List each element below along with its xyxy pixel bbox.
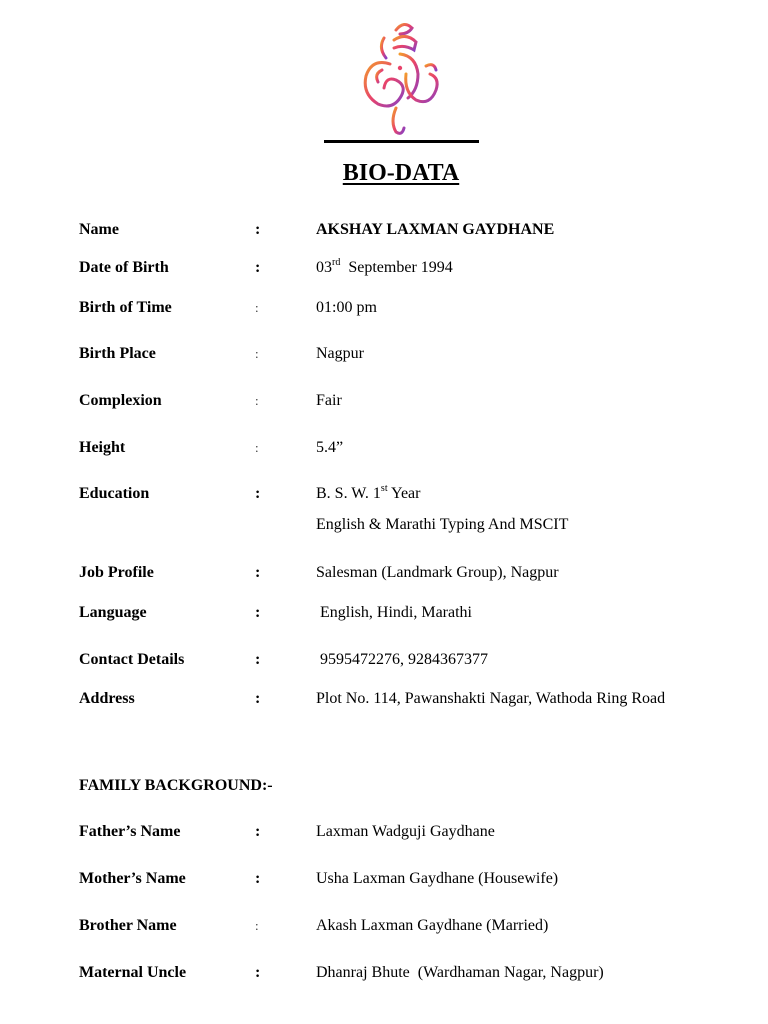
colon: : bbox=[255, 964, 261, 981]
colon: : bbox=[255, 604, 261, 621]
ganesha-logo-icon bbox=[356, 18, 446, 138]
value-birth-time: 01:00 pm bbox=[316, 299, 377, 316]
colon: : bbox=[255, 440, 259, 455]
row-father bbox=[0, 822, 768, 842]
value-language: English, Hindi, Marathi bbox=[320, 604, 472, 621]
colon: : bbox=[255, 690, 261, 707]
row-birth-place bbox=[0, 344, 768, 364]
dob-day-suffix: rd bbox=[332, 256, 341, 268]
label-address: Address bbox=[79, 690, 135, 707]
label-brother: Brother Name bbox=[79, 917, 177, 934]
colon: : bbox=[255, 651, 261, 668]
row-height bbox=[0, 438, 768, 458]
page-title: BIO-DATA bbox=[342, 160, 460, 186]
value-brother: Akash Laxman Gaydhane (Married) bbox=[316, 917, 549, 934]
dob-month-year: September 1994 bbox=[348, 259, 453, 276]
label-birth-place: Birth Place bbox=[79, 345, 156, 362]
colon: : bbox=[255, 485, 261, 502]
value-uncle: Dhanraj Bhute (Wardhaman Nagar, Nagpur) bbox=[316, 964, 604, 981]
label-dob: Date of Birth bbox=[79, 259, 169, 276]
colon: : bbox=[255, 259, 261, 276]
row-address bbox=[0, 689, 768, 709]
colon: : bbox=[255, 300, 259, 315]
value-height: 5.4” bbox=[316, 439, 344, 456]
label-education: Education bbox=[79, 485, 150, 502]
value-father: Laxman Wadguji Gaydhane bbox=[316, 823, 495, 840]
education-degree: B. S. W. 1 bbox=[316, 485, 381, 502]
value-birth-place: Nagpur bbox=[316, 345, 364, 362]
value-education-line1 bbox=[316, 484, 420, 504]
label-language: Language bbox=[79, 604, 147, 621]
education-year: Year bbox=[387, 485, 421, 502]
row-education bbox=[0, 484, 768, 504]
value-mother: Usha Laxman Gaydhane (Housewife) bbox=[316, 870, 559, 887]
row-complexion bbox=[0, 391, 768, 411]
colon: : bbox=[255, 564, 261, 581]
education-suffix: st bbox=[380, 482, 388, 494]
value-job-profile: Salesman (Landmark Group), Nagpur bbox=[316, 564, 559, 581]
label-height: Height bbox=[79, 439, 126, 456]
label-father: Father’s Name bbox=[79, 823, 181, 840]
dob-day: 03 bbox=[316, 259, 332, 276]
row-dob bbox=[0, 258, 768, 278]
row-contact bbox=[0, 650, 768, 670]
value-contact: 9595472276, 9284367377 bbox=[320, 651, 488, 668]
row-uncle bbox=[0, 963, 768, 983]
label-contact: Contact Details bbox=[79, 651, 185, 668]
row-language bbox=[0, 603, 768, 623]
title-rule bbox=[324, 140, 479, 143]
colon: : bbox=[255, 823, 261, 840]
colon: : bbox=[255, 918, 259, 933]
label-mother: Mother’s Name bbox=[79, 870, 186, 887]
label-job-profile: Job Profile bbox=[79, 564, 154, 581]
row-mother bbox=[0, 869, 768, 889]
row-birth-time bbox=[0, 298, 768, 318]
colon: : bbox=[255, 393, 259, 408]
colon: : bbox=[255, 346, 259, 361]
colon: : bbox=[255, 221, 261, 238]
label-uncle: Maternal Uncle bbox=[79, 964, 187, 981]
value-name: AKSHAY LAXMAN GAYDHANE bbox=[316, 221, 555, 238]
value-complexion: Fair bbox=[316, 392, 342, 409]
value-address: Plot No. 114, Pawanshakti Nagar, Wathoda Ring Road bbox=[316, 690, 666, 707]
label-complexion: Complexion bbox=[79, 392, 162, 409]
value-dob bbox=[316, 258, 453, 278]
value-education-line2: English & Marathi Typing And MSCIT bbox=[316, 516, 569, 533]
family-heading: FAMILY BACKGROUND:- bbox=[79, 777, 273, 794]
row-name bbox=[0, 220, 768, 240]
row-brother bbox=[0, 916, 768, 936]
label-birth-time: Birth of Time bbox=[79, 299, 172, 316]
row-job-profile bbox=[0, 563, 768, 583]
row-education-2 bbox=[0, 515, 768, 535]
label-name: Name bbox=[79, 221, 119, 238]
colon: : bbox=[255, 870, 261, 887]
